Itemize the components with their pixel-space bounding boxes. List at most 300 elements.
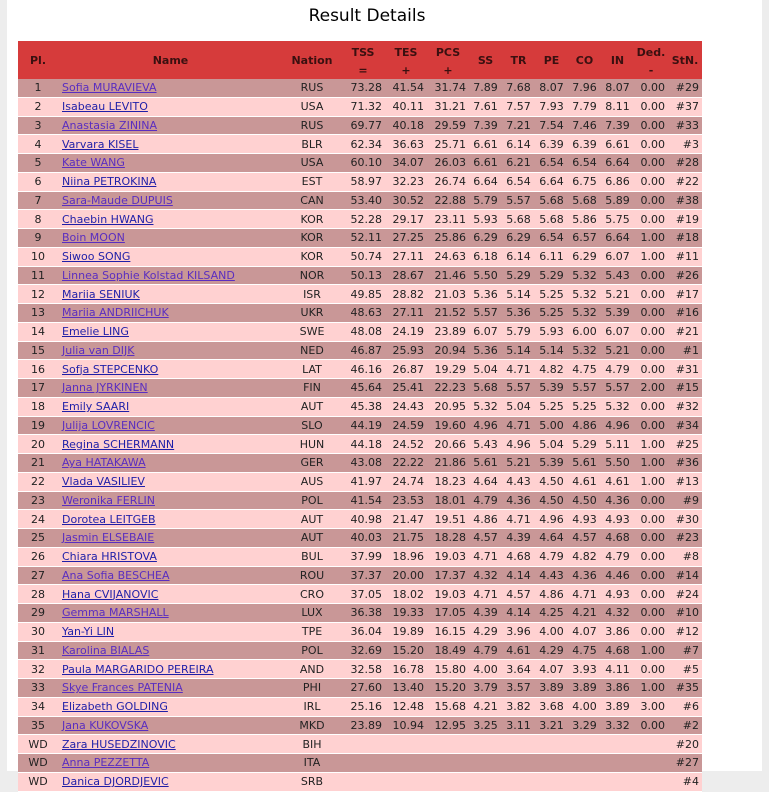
- header-tes[interactable]: TES: [385, 41, 427, 63]
- tss-cell: 23.89: [341, 716, 385, 735]
- nation-cell: AUT: [283, 510, 341, 529]
- tr-cell: 4.57: [502, 585, 535, 604]
- place-cell: 16: [18, 360, 58, 379]
- co-cell: 6.29: [568, 247, 601, 266]
- nation-cell: SWE: [283, 322, 341, 341]
- ss-cell: 5.50: [469, 266, 502, 285]
- pe-cell: [535, 772, 568, 791]
- tes-cell: [385, 772, 427, 791]
- tss-cell: 52.11: [341, 229, 385, 248]
- skater-name-link[interactable]: Siwoo SONG: [62, 250, 131, 264]
- ded-cell: 0.00: [634, 135, 668, 154]
- place-cell: 7: [18, 191, 58, 210]
- page-title: Result Details: [308, 6, 426, 26]
- tss-cell: 46.87: [341, 341, 385, 360]
- tes-cell: 32.23: [385, 172, 427, 191]
- table-row: [18, 210, 702, 229]
- skater-name-link[interactable]: Chiara HRISTOVA: [62, 550, 157, 564]
- pcs-cell: 21.03: [427, 285, 469, 304]
- in-cell: 5.39: [601, 304, 634, 323]
- in-cell: 7.39: [601, 116, 634, 135]
- tss-cell: 37.99: [341, 547, 385, 566]
- place-cell: 9: [18, 229, 58, 248]
- place-cell: 5: [18, 154, 58, 173]
- tes-cell: 19.33: [385, 604, 427, 623]
- place-cell: 23: [18, 491, 58, 510]
- tr-cell: 5.79: [502, 322, 535, 341]
- tr-cell: [502, 754, 535, 773]
- table-row: [18, 529, 702, 548]
- ss-cell: 3.79: [469, 679, 502, 698]
- table-row: [18, 322, 702, 341]
- skater-name-link[interactable]: Gemma MARSHALL: [62, 606, 169, 620]
- ded-cell: 1.00: [634, 247, 668, 266]
- tr-cell: [502, 772, 535, 791]
- skater-name-cell: [58, 79, 283, 97]
- tr-cell: 5.29: [502, 266, 535, 285]
- tr-cell: 7.21: [502, 116, 535, 135]
- ss-cell: 6.61: [469, 135, 502, 154]
- ss-cell: 5.32: [469, 397, 502, 416]
- nation-cell: MKD: [283, 716, 341, 735]
- tr-cell: 7.68: [502, 79, 535, 97]
- table-row: [18, 154, 702, 173]
- co-cell: 3.29: [568, 716, 601, 735]
- skater-name-link[interactable]: Zara HUSEDZINOVIC: [62, 737, 176, 751]
- tr-cell: 4.36: [502, 491, 535, 510]
- pe-cell: 5.25: [535, 304, 568, 323]
- skater-name-link[interactable]: Sofja STEPCENKO: [62, 362, 159, 376]
- tr-cell: 5.14: [502, 285, 535, 304]
- tss-cell: 41.97: [341, 472, 385, 491]
- co-cell: 7.96: [568, 79, 601, 97]
- in-cell: 5.21: [601, 285, 634, 304]
- pcs-cell: 20.66: [427, 435, 469, 454]
- tr-cell: 6.14: [502, 135, 535, 154]
- tr-cell: 4.71: [502, 510, 535, 529]
- place-cell: WD: [18, 735, 58, 754]
- skater-name-link[interactable]: Danica DJORDJEVIC: [62, 775, 169, 789]
- skater-name-link[interactable]: Emily SAARI: [62, 400, 130, 414]
- page-content: [7, 0, 762, 789]
- ss-cell: 4.71: [469, 547, 502, 566]
- nation-cell: SLO: [283, 416, 341, 435]
- pe-cell: 4.29: [535, 641, 568, 660]
- table-row: [18, 379, 702, 398]
- start-number-cell: #9: [668, 491, 702, 510]
- ded-cell: 1.00: [634, 679, 668, 698]
- tss-cell: 37.37: [341, 566, 385, 585]
- header-pe[interactable]: PE: [535, 41, 568, 79]
- table-row: [18, 285, 702, 304]
- place-cell: 31: [18, 641, 58, 660]
- start-number-cell: #22: [668, 172, 702, 191]
- place-cell: 28: [18, 585, 58, 604]
- pcs-cell: 21.46: [427, 266, 469, 285]
- ss-cell: 4.79: [469, 641, 502, 660]
- nation-cell: AUS: [283, 472, 341, 491]
- pe-cell: 4.50: [535, 491, 568, 510]
- skater-name-link[interactable]: Niina PETROKINA: [62, 175, 157, 189]
- table-row: [18, 397, 702, 416]
- start-number-cell: #31: [668, 360, 702, 379]
- ss-cell: 7.39: [469, 116, 502, 135]
- ss-cell: 7.61: [469, 97, 502, 116]
- pcs-cell: 18.49: [427, 641, 469, 660]
- skater-name-link[interactable]: Chaebin HWANG: [62, 212, 154, 226]
- header-tss[interactable]: TSS: [341, 41, 385, 63]
- skater-name-link[interactable]: Kate WANG: [62, 156, 125, 170]
- skater-name-link[interactable]: Boin MOON: [62, 231, 125, 245]
- skater-name-cell: [58, 322, 283, 341]
- pe-cell: 5.14: [535, 341, 568, 360]
- skater-name-link[interactable]: Julija LOVRENCIC: [62, 418, 155, 432]
- skater-name-link[interactable]: Karolina BIALAS: [62, 643, 150, 657]
- tr-cell: 4.71: [502, 360, 535, 379]
- skater-name-cell: [58, 379, 283, 398]
- skater-name-link[interactable]: Yan-Yi LIN: [62, 625, 115, 639]
- header-nation[interactable]: Nation: [283, 41, 341, 79]
- co-cell: 5.32: [568, 341, 601, 360]
- nation-cell: FIN: [283, 379, 341, 398]
- co-cell: 4.21: [568, 604, 601, 623]
- in-cell: 6.61: [601, 135, 634, 154]
- start-number-cell: #28: [668, 154, 702, 173]
- table-row: [18, 191, 702, 210]
- nation-cell: TPE: [283, 622, 341, 641]
- skater-name-link[interactable]: Hana CVIJANOVIC: [62, 587, 159, 601]
- tes-cell: 15.20: [385, 641, 427, 660]
- header-co[interactable]: CO: [568, 41, 601, 79]
- skater-name-link[interactable]: Vlada VASILIEV: [62, 475, 145, 489]
- tes-cell: 24.59: [385, 416, 427, 435]
- place-cell: 10: [18, 247, 58, 266]
- pcs-cell: 23.11: [427, 210, 469, 229]
- tss-cell: 52.28: [341, 210, 385, 229]
- tss-cell: 49.85: [341, 285, 385, 304]
- tes-cell: 29.17: [385, 210, 427, 229]
- tss-cell: 36.04: [341, 622, 385, 641]
- nation-cell: ITA: [283, 754, 341, 773]
- start-number-cell: #36: [668, 454, 702, 473]
- tes-cell: 24.52: [385, 435, 427, 454]
- pcs-cell: 12.95: [427, 716, 469, 735]
- start-number-cell: #25: [668, 435, 702, 454]
- pe-cell: 4.50: [535, 472, 568, 491]
- tss-cell: 58.97: [341, 172, 385, 191]
- skater-name-link[interactable]: Isabeau LEVITO: [62, 100, 148, 114]
- table-row: [18, 172, 702, 191]
- in-cell: 5.75: [601, 210, 634, 229]
- tes-cell: 20.00: [385, 566, 427, 585]
- nation-cell: POL: [283, 641, 341, 660]
- in-cell: 4.93: [601, 585, 634, 604]
- tss-cell: 44.18: [341, 435, 385, 454]
- place-cell: 6: [18, 172, 58, 191]
- tr-cell: 6.14: [502, 247, 535, 266]
- tss-cell: 40.98: [341, 510, 385, 529]
- header-tes-sub: +: [385, 63, 427, 79]
- skater-name-link[interactable]: Sara-Maude DUPUIS: [62, 193, 173, 207]
- nation-cell: HUN: [283, 435, 341, 454]
- co-cell: 4.50: [568, 491, 601, 510]
- header-ss[interactable]: SS: [469, 41, 502, 79]
- skater-name-link[interactable]: Jana KUKOVSKA: [62, 718, 149, 732]
- ded-cell: 1.00: [634, 435, 668, 454]
- tes-cell: 28.67: [385, 266, 427, 285]
- tss-cell: 43.08: [341, 454, 385, 473]
- ss-cell: 4.57: [469, 529, 502, 548]
- place-cell: 29: [18, 604, 58, 623]
- table-row: [18, 622, 702, 641]
- skater-name-link[interactable]: Janna JYRKINEN: [62, 381, 148, 395]
- nation-cell: KOR: [283, 247, 341, 266]
- tr-cell: 4.14: [502, 604, 535, 623]
- in-cell: 4.79: [601, 547, 634, 566]
- tr-cell: 4.14: [502, 566, 535, 585]
- skater-name-link[interactable]: Paula MARGARIDO PEREIRA: [62, 662, 214, 676]
- pcs-cell: 19.60: [427, 416, 469, 435]
- header-tr[interactable]: TR: [502, 41, 535, 79]
- start-number-cell: #37: [668, 97, 702, 116]
- pe-cell: 4.43: [535, 566, 568, 585]
- pe-cell: 4.86: [535, 585, 568, 604]
- tss-cell: 48.08: [341, 322, 385, 341]
- skater-name-link[interactable]: Ana Sofia BESCHEA: [62, 568, 170, 582]
- skater-name-cell: [58, 210, 283, 229]
- tes-cell: 40.11: [385, 97, 427, 116]
- tss-cell: 53.40: [341, 191, 385, 210]
- tr-cell: 5.36: [502, 304, 535, 323]
- skater-name-cell: [58, 397, 283, 416]
- place-cell: 27: [18, 566, 58, 585]
- co-cell: 4.82: [568, 547, 601, 566]
- in-cell: [601, 772, 634, 791]
- place-cell: 30: [18, 622, 58, 641]
- tes-cell: 24.19: [385, 322, 427, 341]
- co-cell: 6.57: [568, 229, 601, 248]
- ded-cell: 0.00: [634, 285, 668, 304]
- tr-cell: 5.04: [502, 397, 535, 416]
- ss-cell: 3.25: [469, 716, 502, 735]
- nation-cell: POL: [283, 491, 341, 510]
- tes-cell: 40.18: [385, 116, 427, 135]
- skater-name-link[interactable]: Weronika FERLIN: [62, 493, 155, 507]
- tes-cell: 12.48: [385, 697, 427, 716]
- in-cell: 4.93: [601, 510, 634, 529]
- pe-cell: 6.54: [535, 154, 568, 173]
- ded-cell: 0.00: [634, 266, 668, 285]
- pe-cell: 4.79: [535, 547, 568, 566]
- co-cell: [568, 754, 601, 773]
- pe-cell: 6.64: [535, 172, 568, 191]
- place-cell: 1: [18, 79, 58, 97]
- in-cell: 5.89: [601, 191, 634, 210]
- nation-cell: SRB: [283, 772, 341, 791]
- tss-cell: 44.19: [341, 416, 385, 435]
- pe-cell: [535, 754, 568, 773]
- ss-cell: [469, 754, 502, 773]
- pcs-cell: 17.37: [427, 566, 469, 585]
- co-cell: [568, 772, 601, 791]
- pcs-cell: 19.51: [427, 510, 469, 529]
- skater-name-link[interactable]: Mariia SENIUK: [62, 287, 140, 301]
- tss-cell: [341, 754, 385, 773]
- ss-cell: 5.93: [469, 210, 502, 229]
- skater-name-cell: [58, 716, 283, 735]
- in-cell: 6.07: [601, 247, 634, 266]
- place-cell: 33: [18, 679, 58, 698]
- pe-cell: 3.68: [535, 697, 568, 716]
- ss-cell: [469, 772, 502, 791]
- skater-name-link[interactable]: Anastasia ZININA: [62, 118, 158, 132]
- tss-cell: [341, 735, 385, 754]
- pcs-cell: 31.74: [427, 79, 469, 97]
- start-number-cell: #29: [668, 79, 702, 97]
- ss-cell: 4.96: [469, 416, 502, 435]
- ded-cell: 0.00: [634, 116, 668, 135]
- ss-cell: 6.07: [469, 322, 502, 341]
- start-number-cell: #13: [668, 472, 702, 491]
- pcs-cell: 24.63: [427, 247, 469, 266]
- in-cell: 3.86: [601, 679, 634, 698]
- ded-cell: 0.00: [634, 191, 668, 210]
- skater-name-cell: [58, 135, 283, 154]
- ss-cell: 5.79: [469, 191, 502, 210]
- table-row: [18, 735, 702, 754]
- pcs-cell: 15.68: [427, 697, 469, 716]
- nation-cell: ROU: [283, 566, 341, 585]
- tes-cell: [385, 735, 427, 754]
- co-cell: [568, 735, 601, 754]
- co-cell: 5.32: [568, 266, 601, 285]
- skater-name-link[interactable]: Dorotea LEITGEB: [62, 512, 156, 526]
- start-number-cell: #26: [668, 266, 702, 285]
- start-number-cell: #18: [668, 229, 702, 248]
- skater-name-link[interactable]: Skye Frances PATENIA: [62, 681, 183, 695]
- place-cell: 2: [18, 97, 58, 116]
- skater-name-link[interactable]: Varvara KISEL: [62, 137, 139, 151]
- pcs-cell: 19.03: [427, 585, 469, 604]
- tr-cell: 5.68: [502, 210, 535, 229]
- skater-name-link[interactable]: Julia van DIJK: [62, 343, 135, 357]
- header-ded[interactable]: Ded.: [634, 41, 668, 63]
- tes-cell: 26.87: [385, 360, 427, 379]
- place-cell: 32: [18, 660, 58, 679]
- nation-cell: KOR: [283, 210, 341, 229]
- header-name[interactable]: Name: [58, 41, 283, 79]
- start-number-cell: #35: [668, 679, 702, 698]
- ded-cell: 0.00: [634, 172, 668, 191]
- tr-cell: 5.57: [502, 379, 535, 398]
- skater-name-cell: [58, 285, 283, 304]
- ded-cell: 1.00: [634, 229, 668, 248]
- ded-cell: [634, 772, 668, 791]
- ded-cell: [634, 754, 668, 773]
- skater-name-cell: [58, 341, 283, 360]
- tes-cell: 41.54: [385, 79, 427, 97]
- nation-cell: BLR: [283, 135, 341, 154]
- in-cell: 6.07: [601, 322, 634, 341]
- skater-name-link[interactable]: Linnea Sophie Kolstad KILSAND: [62, 268, 235, 282]
- tes-cell: 28.82: [385, 285, 427, 304]
- results-table: [18, 41, 702, 792]
- skater-name-link[interactable]: Emelie LING: [62, 325, 129, 339]
- skater-name-link[interactable]: Jasmin ELSEBAIE: [62, 531, 155, 545]
- tr-cell: 4.43: [502, 472, 535, 491]
- place-cell: 17: [18, 379, 58, 398]
- ded-cell: 0.00: [634, 566, 668, 585]
- skater-name-link[interactable]: Mariia ANDRIICHUK: [62, 306, 169, 320]
- tes-cell: 21.47: [385, 510, 427, 529]
- header-stn[interactable]: StN.: [668, 41, 702, 79]
- co-cell: 5.25: [568, 397, 601, 416]
- tss-cell: 73.28: [341, 79, 385, 97]
- start-number-cell: #3: [668, 135, 702, 154]
- skater-name-link[interactable]: Sofia MURAVIEVA: [62, 81, 157, 95]
- skater-name-cell: [58, 547, 283, 566]
- skater-name-link[interactable]: Elizabeth GOLDING: [62, 700, 168, 714]
- ded-cell: 0.00: [634, 660, 668, 679]
- place-cell: 3: [18, 116, 58, 135]
- co-cell: 5.29: [568, 435, 601, 454]
- pe-cell: 4.64: [535, 529, 568, 548]
- ded-cell: 0.00: [634, 604, 668, 623]
- skater-name-link[interactable]: Anna PEZZETTA: [62, 756, 150, 770]
- table-row: [18, 660, 702, 679]
- pcs-cell: 16.15: [427, 622, 469, 641]
- pe-cell: 5.04: [535, 435, 568, 454]
- skater-name-cell: [58, 697, 283, 716]
- ss-cell: 4.71: [469, 585, 502, 604]
- table-row: [18, 679, 702, 698]
- ss-cell: 4.32: [469, 566, 502, 585]
- nation-cell: BIH: [283, 735, 341, 754]
- nation-cell: USA: [283, 154, 341, 173]
- nation-cell: NOR: [283, 266, 341, 285]
- tr-cell: 4.39: [502, 529, 535, 548]
- pcs-cell: 25.86: [427, 229, 469, 248]
- pe-cell: 4.25: [535, 604, 568, 623]
- tr-cell: 6.54: [502, 172, 535, 191]
- tss-cell: 62.34: [341, 135, 385, 154]
- pcs-cell: 18.01: [427, 491, 469, 510]
- place-cell: 24: [18, 510, 58, 529]
- place-cell: 34: [18, 697, 58, 716]
- ss-cell: 4.29: [469, 622, 502, 641]
- place-cell: 14: [18, 322, 58, 341]
- skater-name-link[interactable]: Regina SCHERMANN: [62, 437, 175, 451]
- tes-cell: 34.07: [385, 154, 427, 173]
- place-cell: 13: [18, 304, 58, 323]
- pe-cell: 4.82: [535, 360, 568, 379]
- co-cell: 4.71: [568, 585, 601, 604]
- pe-cell: 5.00: [535, 416, 568, 435]
- header-pcs[interactable]: PCS: [427, 41, 469, 63]
- skater-name-link[interactable]: Aya HATAKAWA: [62, 456, 146, 470]
- header-in[interactable]: IN: [601, 41, 634, 79]
- start-number-cell: #10: [668, 604, 702, 623]
- pe-cell: 5.39: [535, 454, 568, 473]
- nation-cell: NED: [283, 341, 341, 360]
- header-ded-sub: -: [634, 63, 668, 79]
- co-cell: 6.00: [568, 322, 601, 341]
- header-pl[interactable]: Pl.: [18, 41, 58, 79]
- tr-cell: 4.71: [502, 416, 535, 435]
- header-pcs-sub: +: [427, 63, 469, 79]
- start-number-cell: #27: [668, 754, 702, 773]
- pe-cell: 5.93: [535, 322, 568, 341]
